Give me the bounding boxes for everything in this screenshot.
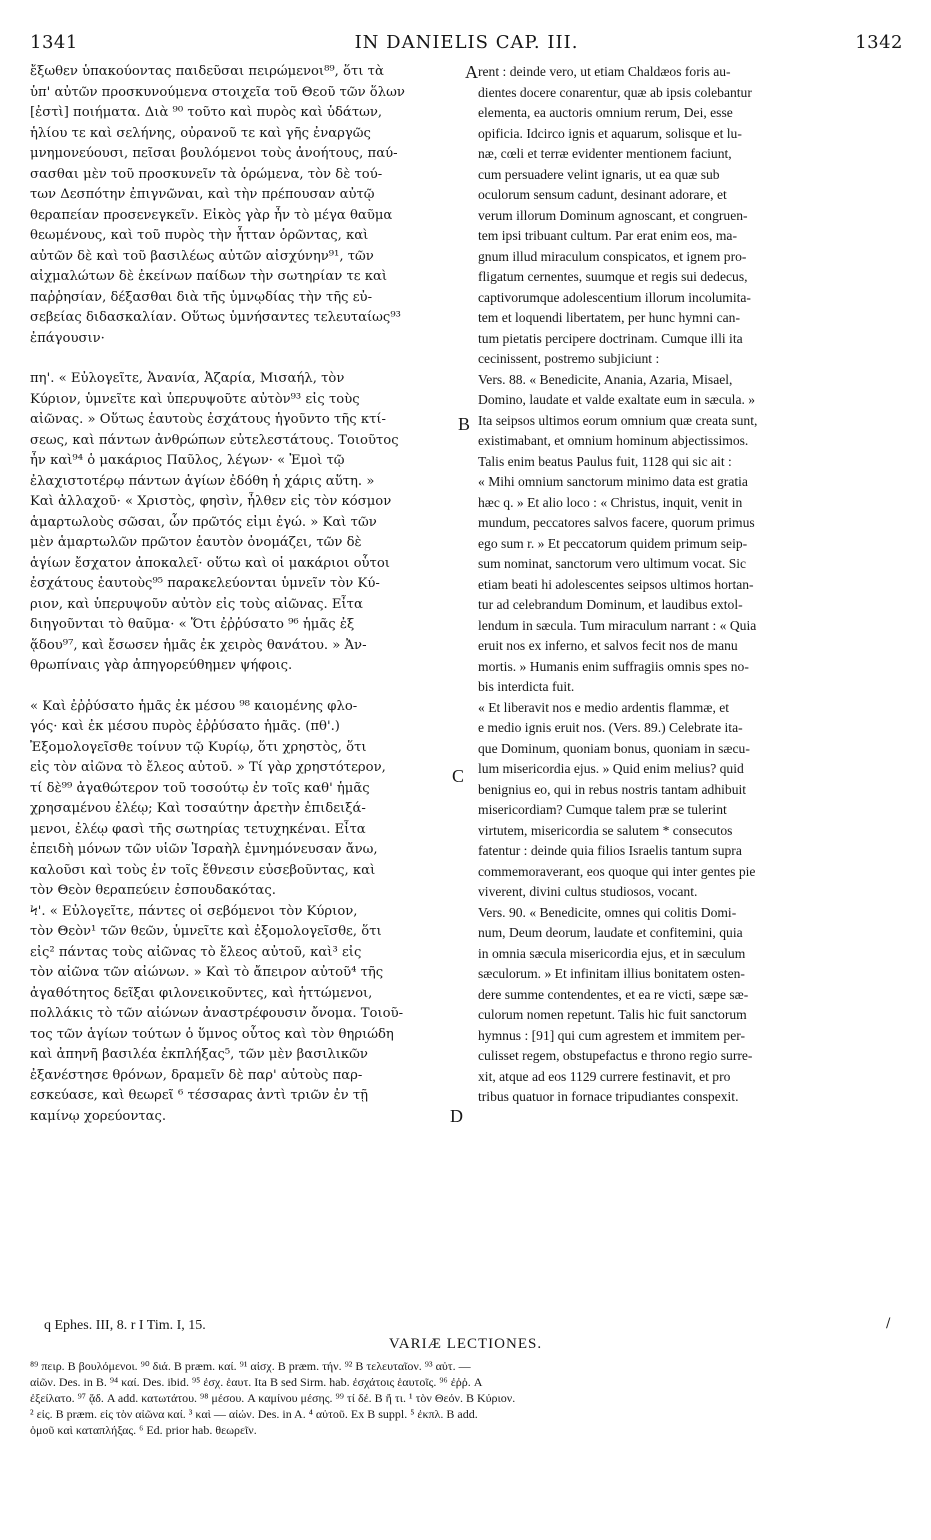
text-line: ἡλίου τε καὶ σελήνης, οὐρανοῦ τε καὶ γῆς ἐναργῶς	[30, 125, 371, 141]
text-line: gnum illud miraculum conspicatos, et ignem pro-	[478, 248, 747, 264]
text-line: θρωπίναις γὰρ ἀπηγορεύθημεν ψήφοις.	[30, 658, 293, 673]
text-line: Καὶ ἀλλαχοῦ· « Χριστὸς, φησὶν, ἦλθεν εἰς τὸν κόσμον	[30, 494, 392, 509]
text-line: sæculorum. » Et infinitam illius bonitatem osten-	[478, 966, 745, 981]
text-line: ² εἰς. B præm. εἰς τὸν αἰῶνα καί. ³ καὶ — αἰών. Des. in A. ⁴ αὐτοῦ. Ex B suppl. ⁵ ἐκπλ. B add.	[30, 1407, 478, 1421]
text-line: in omnia sæcula misericordia ejus, et in sæculum	[478, 945, 746, 961]
text-line: oculorum sensum cadunt, desinant adorare, et	[478, 187, 727, 202]
text-line: ἀγαθότητος δεῖξαι φιλονεικοῦντες, καὶ ἡττώμενοι,	[30, 985, 373, 1001]
text-line: σεως, καὶ πάντων ἀνθρώπων εὐτελεστάτους. Τοιοῦτος	[30, 432, 399, 448]
text-line: « Καὶ ἐῤῥύσατο ἡμᾶς ἐκ μέσου ⁹⁸ καιομένης φλο-	[30, 698, 358, 714]
text-line: ριον, καὶ ὑπερυψοῦν αὐτὸν εἰς τοὺς αἰῶνας. Εἶτα	[30, 596, 363, 612]
text-line: Ἐξομολογεῖσθε τοίνυν τῷ Κυρίῳ, ὅτι χρηστὸς, ὅτι	[30, 739, 367, 755]
text-line: existimabant, et omnium hominum abjectissimos.	[478, 433, 749, 448]
text-line: μνημονεύουσι, πεῖσαι βουλόμενοι τοὺς ἀνοήτους, παύ-	[30, 146, 398, 161]
text-line: hymnus : [91] qui cum agrestem et immitem per-	[478, 1027, 746, 1043]
text-line: παῤῥησίαν, δέξασθαι διὰ τῆς ὑμνῳδίας τὴν τῆς εὐ-	[30, 289, 373, 305]
text-line: hæc q. » Et alio loco : « Christus, inquit, venit in	[478, 494, 743, 510]
text-line: fligatum cernentes, suumque et regis sui dedecus,	[478, 269, 748, 284]
text-line: σασθαι μὲν τοῦ προσκυνεῖν τὰ ὁρώμενα, τὸν δὲ τού-	[30, 166, 383, 182]
text-line: ἁμαρτωλοὺς σῶσαι, ὧν πρῶτός εἰμι ἐγώ. » Καὶ τῶν	[30, 514, 377, 530]
text-line: Talis enim beatus Paulus fuit, 1128 qui sic ait :	[478, 453, 732, 469]
text-line: ἦν καὶ⁹⁴ ὁ μακάριος Παῦλος, λέγων· « Ἐμοὶ τῷ	[30, 453, 345, 468]
text-line: tem et loquendi libertatem, per hunc hymni can-	[478, 310, 740, 325]
greek-paragraph	[30, 697, 465, 902]
text-line: benignius eo, qui in rebus nostris tantam adhibuit	[478, 781, 747, 797]
text-line: θεωμένους, καὶ τοῦ πυρὸς τὴν ἧτταν ὁρῶντας, καὶ	[30, 228, 369, 243]
margin-marker-a: A	[465, 62, 478, 82]
latin-paragraph	[478, 903, 898, 1108]
text-line: Domino, laudate et valde exaltate eum in sæcula. »	[478, 392, 756, 407]
text-line: ἐπάγουσιν·	[30, 330, 105, 346]
text-line: culisset regem, obstupefactus e throno regio surre-	[478, 1048, 753, 1063]
text-line: καμίνῳ χορεύοντας.	[30, 1108, 167, 1124]
text-line: θεραπείαν προσενεγκεῖν. Εἰκὸς γὰρ ἦν τὸ μέγα θαῦμα	[30, 207, 393, 223]
text-line: αἰῶνας. » Οὕτως ἑαυτοὺς ἐσχάτους ἡγοῦντο τῆς κτί-	[30, 412, 386, 427]
text-line: « Et liberavit nos e medio ardentis flammæ, et	[478, 699, 730, 715]
text-line: τί δὲ⁹⁹ ἀγαθώτερον τοῦ τοσούτῳ ἐν τοῖς καθ' ἡμᾶς	[30, 780, 370, 796]
text-line: ἁγίων ἔσχατον ἀποκαλεῖ· οὕτω καὶ οἱ μακάριοι οὗτοι	[30, 555, 390, 571]
margin-marker-d: D	[450, 1106, 463, 1126]
text-line: Κύριον, ὑμνεῖτε καὶ ὑπερυψοῦτε αὐτὸν⁹³ εἰς τοὺς	[30, 391, 360, 407]
text-line: Vers. 90. « Benedicite, omnes qui colitis Domi-	[478, 904, 737, 920]
text-line: sum nominat, sanctorum vero ultimum vocat. Sic	[478, 556, 747, 571]
text-line: ἔξωθεν ὑπακούοντας παιδεῦσαι πειρώμενοι⁸⁹, ὅτι τὰ	[30, 64, 384, 79]
text-line: ὁμοῦ καὶ καταπλήξας. ⁶ Ed. prior hab. θεωρεῖν.	[30, 1423, 257, 1437]
text-line: καὶ ἀπηνῆ βασιλέα ἐκπλήξας⁵, τῶν μὲν βασιλικῶν	[30, 1047, 368, 1062]
variae-lectiones-text	[30, 1358, 906, 1438]
text-line: tem ipsi tribuant cultum. Par erat enim eos, ma-	[478, 228, 737, 243]
text-line: fatentur : deinde quia filios Israelis tantum supra	[478, 843, 742, 858]
text-line: opificia. Idcirco ignis et aquarum, solisque et lu-	[478, 125, 742, 141]
text-line: ἐξείλατο. ⁹⁷ ᾅδ. A add. κατωτάτου. ⁹⁸ μέσου. A καμίνου μέσης. ⁹⁹ τί δέ. B ἤ τι. ¹ τὸν Θεόν. B Κύριον.	[30, 1391, 516, 1405]
text-line: εἰς τὸν αἰῶνα τὸ ἔλεος αὐτοῦ. » Τί γὰρ χρηστότερον,	[30, 760, 386, 775]
greek-column	[30, 62, 465, 1127]
text-line: Vers. 88. « Benedicite, Anania, Azaria, Misael,	[478, 371, 733, 387]
text-line: διηγοῦνται τὸ θαῦμα· « Ὅτι ἐῤῥύσατο ⁹⁶ ἡμᾶς ἐξ	[30, 617, 355, 632]
text-line: τὸν αἰῶνα τῶν αἰώνων. » Καὶ τὸ ἄπειρον αὐτοῦ⁴ τῆς	[30, 965, 384, 980]
text-line: xit, atque ad eos 1129 currere festinavit, et pro	[478, 1068, 731, 1084]
text-line: lum misericordia ejus. » Quid enim melius? quid	[478, 761, 744, 776]
text-line: tum pietatis percipere doctrinam. Cumque illi ita	[478, 330, 743, 346]
text-line: μενοι, ἐλέῳ φασὶ τῆς σωτηρίας τετυχηκέναι. Εἶτα	[30, 821, 366, 837]
text-line: ἐξανέστησε θρόνων, δραμεῖν δὲ παρ' αὐτοὺς παρ-	[30, 1067, 363, 1083]
text-line: cecinissent, postremo subjiciunt :	[478, 351, 660, 366]
text-line: ἐλαχιστοτέρῳ πάντων ἁγίων ἐδόθη ἡ χάρις αὕτη. »	[30, 473, 375, 489]
text-line: των Δεσπότην ἐπιγνῶναι, καὶ τὴν πρέπουσαν αὐτῷ	[30, 187, 375, 202]
text-line: misericordiam? Cumque talem præ se tulerint	[478, 802, 727, 817]
text-line: Ita seipsos ultimos eorum omnium quæ creata sunt,	[478, 412, 758, 428]
text-line: [ἐστὶ] ποιήματα. Διὰ ⁹⁰ τοῦτο καὶ πυρὸς καὶ ὑδάτων,	[30, 105, 383, 120]
text-line: que Dominum, quoniam bonus, quoniam in sæcu-	[478, 740, 750, 756]
text-line: ᾅδου⁹⁷, καὶ ἔσωσεν ἡμᾶς ἐκ χειρὸς θανάτου. » Ἀν-	[30, 637, 367, 653]
text-line: num, Deum deorum, laudate et confitemini, quia	[478, 925, 743, 940]
text-line: tur ad celebrandum Dominum, et laudibus extol-	[478, 597, 743, 612]
text-line: commemoraverant, eos quoque qui inter gentes pie	[478, 863, 756, 879]
text-line: μὲν ἁμαρτωλῶν πρῶτον ἑαυτὸν ὀνομάζει, τῶν δὲ	[30, 535, 362, 550]
text-line: Ϟ'. « Εὐλογεῖτε, πάντες οἱ σεβόμενοι τὸν Κύριον,	[30, 903, 358, 919]
text-line: rent : deinde vero, ut etiam Chaldæos foris au-	[478, 64, 731, 79]
page-number-right: 1342	[855, 32, 903, 53]
text-line: bis interdicta fuit.	[478, 679, 575, 694]
latin-paragraph	[478, 370, 898, 698]
margin-marker-c: C	[452, 766, 465, 786]
text-line: « Mihi omnium sanctorum minimo data est gratia	[478, 474, 748, 489]
text-line: εσκεύασε, καὶ θεωρεῖ ⁶ τέσσαρας ἀντὶ τριῶν ἐν τῇ	[30, 1088, 369, 1103]
margin-marker-b: B	[458, 414, 471, 434]
text-line: lendum in sæcula. Tum miraculum narrant : « Quia	[478, 617, 757, 633]
text-line: αἰχμαλώτων δὲ ἐκείνων παίδων τὴν σωτηρίαν τε καὶ	[30, 269, 388, 284]
text-line: dientes docere conarentur, quæ ab ipsis colebantur	[478, 84, 752, 100]
text-line: captivorumque adolescentium illorum incolumita-	[478, 289, 751, 305]
greek-paragraph	[30, 62, 462, 349]
text-line: dere summe contendentes, et ea re victi, sæpe sæ-	[478, 986, 749, 1002]
text-line: αἰῶν. Des. in B. ⁹⁴ καί. Des. ibid. ⁹⁵ ἐσχ. ἑαυτ. Ita B sed Sirm. hab. ἐσχάτοις ἑαυτοῖς. ⁹⁶ ἐῤῥ. A	[30, 1375, 483, 1389]
text-line: næ, cœli et terræ evidenter mentionem faciunt,	[478, 146, 732, 161]
text-line: etiam beati hi adolescentes seipsos ultimos hortan-	[478, 576, 754, 592]
text-line: τὸν Θεὸν θεραπεύειν ἐσπουδακότας.	[30, 883, 276, 898]
text-line: τὸν Θεὸν¹ τῶν θεῶν, ὑμνεῖτε καὶ ἐξομολογεῖσθε, ὅτι	[30, 924, 382, 939]
text-line: χρησαμένου ἐλέῳ; Καὶ τοσαύτην ἀρετὴν ἐπιδειξά-	[30, 801, 366, 816]
latin-paragraph	[478, 698, 898, 903]
text-line: culorum nomen repetunt. Talis hic fuit sanctorum	[478, 1007, 747, 1022]
text-line: verum illorum Dominum agnoscant, et congruen-	[478, 207, 748, 223]
running-title: IN DANIELIS CAP. III.	[354, 32, 579, 53]
text-line: ego sum r. » Et peccatorum quidem primum seip-	[478, 535, 748, 551]
text-line: eruit nos ex inferno, et salvos fecit nos de manu	[478, 638, 738, 653]
text-line: πη'. « Εὐλογεῖτε, Ἀνανία, Ἀζαρία, Μισαήλ, τὸν	[30, 371, 345, 386]
text-line: mortis. » Humanis enim suffragiis omnis spes no-	[478, 658, 749, 674]
text-line: e medio ignis eruit nos. (Vers. 89.) Celebrate ita-	[478, 720, 743, 735]
text-line: viverent, divini cultus studiosos, vocant.	[478, 884, 698, 899]
text-line: γός· καὶ ἐκ μέσου πυρὸς ἐῤῥύσατο ἡμᾶς. (πθ'.)	[30, 719, 340, 734]
text-line: virtutem, misericordia se salutem * consecutos	[478, 822, 733, 838]
footnote-mark: /	[886, 1316, 891, 1331]
text-line: tribus quatuor in fornace tripudiantes conspexit.	[478, 1089, 739, 1104]
latin-column	[478, 62, 898, 1108]
text-line: σεβείας διδασκαλίαν. Οὕτως ὑμνήσαντες τελευταίως⁹³	[30, 310, 401, 325]
text-line: ἐσχάτους ἑαυτοὺς⁹⁵ παρακελεύονται ὑμνεῖν τὸν Κύ-	[30, 576, 380, 591]
text-line: cum persuadere velint ignaris, ut ea quæ sub	[478, 166, 720, 182]
text-line: ὑπ' αὐτῶν προσκυνούμενα στοιχεῖα τοῦ Θεοῦ τῶν ὅλων	[30, 84, 405, 100]
text-line: τος τῶν ἁγίων τούτων ὁ ὕμνος οὗτος καὶ τὸν θηριώδη	[30, 1026, 394, 1042]
page-number-left: 1341	[30, 32, 78, 53]
text-line: elementa, ea auctoris omnium rerum, Dei, esse	[478, 105, 733, 120]
variae-lectiones-title: VARIÆ LECTIONES.	[388, 1336, 543, 1352]
greek-paragraph	[30, 902, 462, 1128]
latin-paragraph	[478, 62, 898, 370]
text-line: καλοῦσι καὶ τοὺς ἐν τοῖς ἔθνεσιν εὐσεβοῦντας, καὶ	[30, 862, 376, 878]
scripture-footnote: q Ephes. III, 8. r I Tim. I, 15.	[44, 1318, 206, 1333]
text-line: πολλάκις τὸ τῶν αἰώνων ἀναστρέφουσιν ὄνομα. Τοιοῦ-	[30, 1006, 404, 1021]
text-line: mundum, peccatores salvos facere, quorum primus	[478, 515, 755, 530]
greek-paragraph	[30, 369, 462, 677]
text-line: αὐτῶν δὲ καὶ τοῦ βασιλέως αὐτῶν αἰσχύνην⁹¹, τῶν	[30, 248, 374, 264]
text-line: ⁸⁹ πειρ. B βουλόμενοι. ⁹⁰ διά. B præm. καί. ⁹¹ αἰσχ. B præm. τήν. ⁹² B τελευταῖον. ⁹³ αὐτ. —	[30, 1359, 471, 1373]
text-line: ἐπειδὴ μόνων τῶν υἱῶν Ἰσραὴλ ἐμνημόνευσαν ἄνω,	[30, 842, 378, 857]
page-header	[30, 32, 903, 60]
text-line: εἰς² πάντας τοὺς αἰῶνας τὸ ἔλεος αὐτοῦ, καὶ³ εἰς	[30, 944, 362, 960]
